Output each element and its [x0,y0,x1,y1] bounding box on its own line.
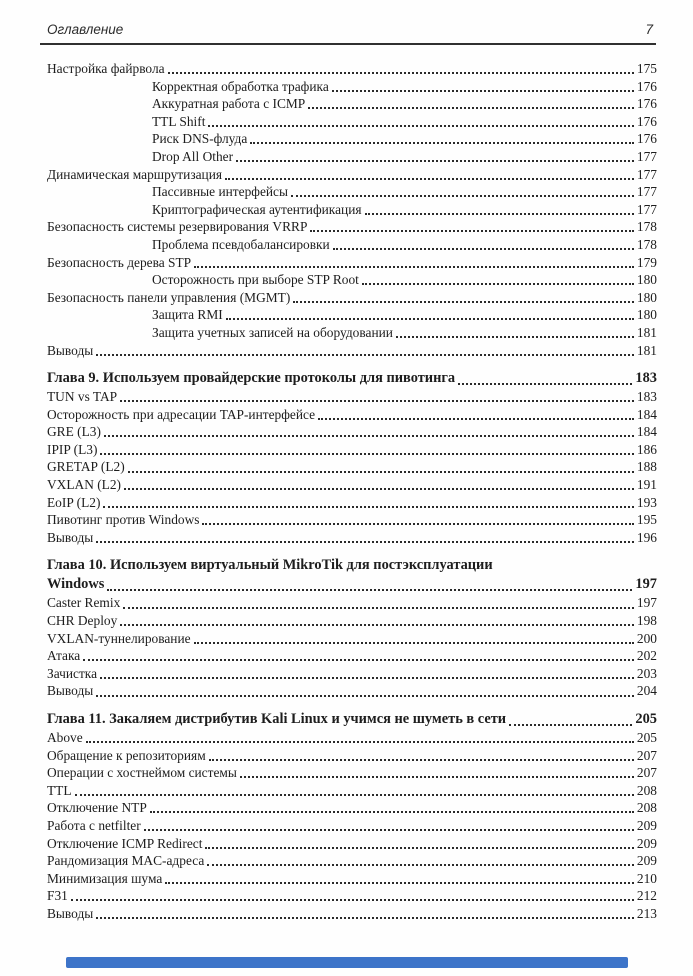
toc-entry-line [47,529,657,547]
toc-entry-line [47,148,657,166]
dot-leader [83,659,634,661]
toc-entry-line [47,870,657,888]
toc-entry-title: Безопасность панели управления (MGMT) [47,289,291,305]
toc-entry-page: 195 [636,512,657,528]
toc-entry [47,887,657,905]
toc-entry-line [47,710,657,729]
dot-leader [509,724,632,726]
toc-entry-page: 180 [636,289,657,305]
toc-entry-line [47,388,657,406]
toc-entry-line [47,887,657,905]
toc-entry-page: 200 [636,630,657,646]
toc-entry-title: Корректная обработка трафика [152,78,329,94]
toc-entry [47,870,657,888]
toc-entry-page: 197 [636,595,657,611]
toc-entry [47,254,657,272]
toc-entry-title: Аккуратная работа с ICMP [152,96,306,112]
toc-entry-page: 208 [636,782,657,798]
toc-entry [47,594,657,612]
toc-entry-title-line1: Глава 10. Используем виртуальный MikroTik для постэксплуатации [47,557,493,574]
dot-leader [86,741,634,743]
toc-entry-line [47,575,657,594]
toc-entry-page: 207 [636,765,657,781]
toc-entry [47,388,657,406]
toc-entry [47,60,657,78]
toc-entry [47,612,657,630]
toc-entry-title: F31 [47,888,68,904]
dot-leader [310,230,634,232]
toc-entry-line [47,271,657,289]
toc-entry-title: Безопасность дерева STP [47,254,192,270]
toc-entry [47,406,657,424]
toc-entry [47,494,657,512]
toc-entry [47,458,657,476]
toc-entry-line [47,130,657,148]
toc-chapter-entry [47,710,657,729]
toc-chapter-entry [47,556,657,594]
toc-entry-line [47,342,657,360]
toc-entry-title: Глава 11. Закаляем дистрибутив Kali Linux и учимся не шуметь в сети [47,711,507,727]
toc-entry-title: Атака [47,648,81,664]
toc-entry-title: Рандомизация MAC-адреса [47,853,205,869]
toc-entry-title: Защита учетных записей на оборудовании [152,324,393,340]
toc-entry-title: Отключение ICMP Redirect [47,835,203,851]
toc-entry [47,835,657,853]
toc-entry-title: Динамическая маршрутизация [47,166,223,182]
toc-entry [47,183,657,201]
toc-entry-line [47,60,657,78]
toc-entry-line [47,306,657,324]
toc-entry-line [47,799,657,817]
toc-entry-page: 205 [636,730,657,745]
toc-entry-title: TTL Shift [152,113,206,129]
toc-list [47,60,657,923]
toc-entry [47,289,657,307]
toc-entry-title: Windows [47,576,105,593]
toc-entry-title: Осторожность при выборе STP Root [152,272,359,288]
toc-entry-line [47,612,657,630]
toc-entry-page: 198 [636,613,657,629]
toc-entry-title: TUN vs TAP [47,389,118,405]
toc-entry-line [47,476,657,494]
toc-entry-page: 208 [636,800,657,816]
toc-entry-title: Пассивные интерфейсы [152,184,288,200]
toc-entry-line [47,78,657,96]
toc-entry-page: 177 [636,201,657,217]
toc-chapter-entry [47,369,657,388]
dot-leader [240,776,634,778]
toc-entry-page: 177 [636,148,657,164]
toc-entry [47,441,657,459]
dot-leader [150,811,634,813]
toc-entry-title: Обращение к репозиториям [47,747,206,763]
dot-leader [332,90,634,92]
toc-entry-page: 178 [636,219,657,235]
toc-entry-title: Выводы [47,905,94,921]
dot-leader [124,488,634,490]
toc-entry-page: 188 [636,459,657,475]
toc-entry-line [47,764,657,782]
toc-entry [47,148,657,166]
toc-entry-page: 203 [636,665,657,681]
dot-leader [205,847,633,849]
toc-entry-line [47,905,657,923]
toc-entry [47,799,657,817]
toc-entry-title: VXLAN-туннелирование [47,630,191,646]
toc-entry-line [47,369,657,388]
dot-leader [107,589,632,591]
toc-entry-title: Безопасность системы резервирования VRRP [47,219,308,235]
toc-entry-line [47,406,657,424]
toc-entry-title: Проблема псевдобалансировки [152,236,330,252]
toc-entry-page: 176 [636,131,657,147]
toc-entry-title: CHR Deploy [47,613,118,629]
page-header [47,22,653,37]
toc-entry-page: 175 [636,61,657,76]
toc-entry [47,95,657,113]
dot-leader [318,418,634,420]
toc-entry-page: 183 [635,370,657,387]
page-header-title: Оглавление [47,22,124,37]
toc-entry-page: 209 [636,835,657,851]
toc-entry-line [47,423,657,441]
dot-leader [96,541,634,543]
toc-entry-page: 193 [636,494,657,510]
dot-leader [96,695,634,697]
toc-entry [47,529,657,547]
toc-entry-title: IPIP (L3) [47,441,98,457]
toc-entry-page: 212 [636,888,657,904]
toc-entry-line [47,747,657,765]
dot-leader [96,354,634,356]
toc-entry-line [47,458,657,476]
toc-entry-line [47,95,657,113]
toc-entry-page: 181 [636,324,657,340]
toc-entry-title: Глава 9. Используем провайдерские протоколы для пивотинга [47,370,456,387]
dot-leader [396,336,634,338]
toc-entry-title: Отключение NTP [47,800,147,816]
dot-leader [365,213,634,215]
dot-leader [291,195,634,197]
page-header-number: 7 [645,22,653,37]
dot-leader [128,471,634,473]
toc-entry-line [47,494,657,512]
toc-entry-line [47,254,657,272]
toc-entry [47,511,657,529]
dot-leader [103,506,633,508]
toc-entry-line [47,817,657,835]
dot-leader [202,523,633,525]
toc-entry [47,764,657,782]
toc-entry-line [47,630,657,648]
dot-leader [194,266,634,268]
dot-leader [308,107,634,109]
toc-entry-line [47,441,657,459]
dot-leader [104,435,634,437]
dot-leader [75,794,634,796]
toc-entry-line [47,782,657,800]
toc-entry-page: 205 [635,711,657,727]
dot-leader [144,829,634,831]
dot-leader [333,248,634,250]
toc-entry-title: Above [47,730,83,745]
toc-entry [47,342,657,360]
toc-entry-page: 210 [636,870,657,886]
toc-entry [47,113,657,131]
toc-entry-line [47,852,657,870]
toc-entry [47,306,657,324]
toc-entry-line [47,511,657,529]
toc-entry-page: 184 [636,406,657,422]
toc-entry-page: 176 [636,78,657,94]
dot-leader [120,624,634,626]
toc-entry-page: 202 [636,648,657,664]
header-rule [40,43,656,45]
toc-entry-page: 180 [636,272,657,288]
toc-entry-title: Зачистка [47,665,98,681]
toc-entry [47,665,657,683]
dot-leader [208,125,633,127]
dot-leader [123,607,634,609]
toc-entry-title: Осторожность при адресации TAP-интерфейсе [47,406,316,422]
toc-entry [47,201,657,219]
toc-entry-page: 183 [636,389,657,405]
toc-entry-page: 186 [636,441,657,457]
toc-entry-title: EoIP (L2) [47,494,101,510]
dot-leader [362,283,634,285]
dot-leader [100,677,634,679]
toc-entry-title: Выводы [47,683,94,699]
toc-entry-line [47,835,657,853]
toc-entry [47,630,657,648]
toc-entry-title: TTL [47,782,72,798]
dot-leader [226,318,634,320]
toc-entry-line [47,113,657,131]
toc-entry-line [47,183,657,201]
toc-entry-page: 177 [636,166,657,182]
toc-entry-page: 196 [636,529,657,545]
toc-entry-page: 184 [636,424,657,440]
dot-leader [293,301,634,303]
toc-entry [47,324,657,342]
toc-entry-line [47,236,657,254]
toc-entry-title: Настройка файрвола [47,61,165,76]
toc-entry-page: 209 [636,853,657,869]
toc-entry-title: GRETAP (L2) [47,459,125,475]
toc-entry-page: 176 [636,96,657,112]
toc-entry [47,782,657,800]
toc-entry-line [47,324,657,342]
toc-entry-title: Риск DNS-флуда [152,131,248,147]
toc-entry-page: 176 [636,113,657,129]
toc-entry [47,682,657,700]
toc-entry-line [47,201,657,219]
toc-entry-line [47,594,657,612]
dot-leader [194,642,634,644]
toc-entry-line [47,682,657,700]
toc-entry [47,218,657,236]
toc-entry-page: 213 [636,905,657,921]
toc-entry-page: 179 [636,254,657,270]
toc-entry-page: 191 [636,477,657,493]
toc-entry-title: Caster Remix [47,595,121,611]
dot-leader [165,882,634,884]
dot-leader [207,864,634,866]
toc-entry [47,130,657,148]
toc-entry-line [47,166,657,184]
toc-entry-title: Выводы [47,529,94,545]
dot-leader [96,917,634,919]
dot-leader [236,160,634,162]
toc-entry [47,905,657,923]
toc-entry-title: Выводы [47,342,94,358]
dot-leader [120,400,634,402]
dot-leader [71,899,634,901]
horizontal-scrollbar[interactable] [66,957,628,968]
toc-entry-title: Криптографическая аутентификация [152,201,362,217]
toc-entry-page: 180 [636,307,657,323]
toc-entry-line [47,665,657,683]
toc-entry-line [47,647,657,665]
toc-entry [47,476,657,494]
toc-entry [47,423,657,441]
toc-entry-line [47,218,657,236]
toc-entry [47,271,657,289]
toc-entry [47,647,657,665]
dot-leader [225,178,634,180]
toc-entry-title: Работа с netfilter [47,817,141,833]
toc-entry [47,729,657,747]
toc-entry [47,852,657,870]
toc-entry-title: GRE (L3) [47,424,101,440]
toc-entry [47,166,657,184]
toc-entry-title: Минимизация шума [47,870,163,886]
dot-leader [250,142,634,144]
toc-entry-page: 177 [636,184,657,200]
toc-entry-title: Пивотинг против Windows [47,512,200,528]
toc-entry [47,817,657,835]
dot-leader [209,759,634,761]
toc-entry [47,78,657,96]
toc-entry-title: Защита RMI [152,307,223,323]
toc-entry-title: Операции с хостнеймом системы [47,765,237,781]
dot-leader [100,453,633,455]
toc-entry-page: 209 [636,817,657,833]
dot-leader [168,72,634,74]
toc-entry [47,747,657,765]
toc-entry-page: 197 [635,576,657,593]
toc-entry-title: VXLAN (L2) [47,477,122,493]
toc-entry [47,236,657,254]
toc-entry-page: 178 [636,236,657,252]
toc-entry-page: 207 [636,747,657,763]
dot-leader [458,383,632,385]
toc-entry-page: 181 [636,342,657,358]
toc-entry-page: 204 [636,683,657,699]
toc-entry-line [47,729,657,747]
toc-entry-title: Drop All Other [152,148,234,164]
toc-entry-line [47,289,657,307]
